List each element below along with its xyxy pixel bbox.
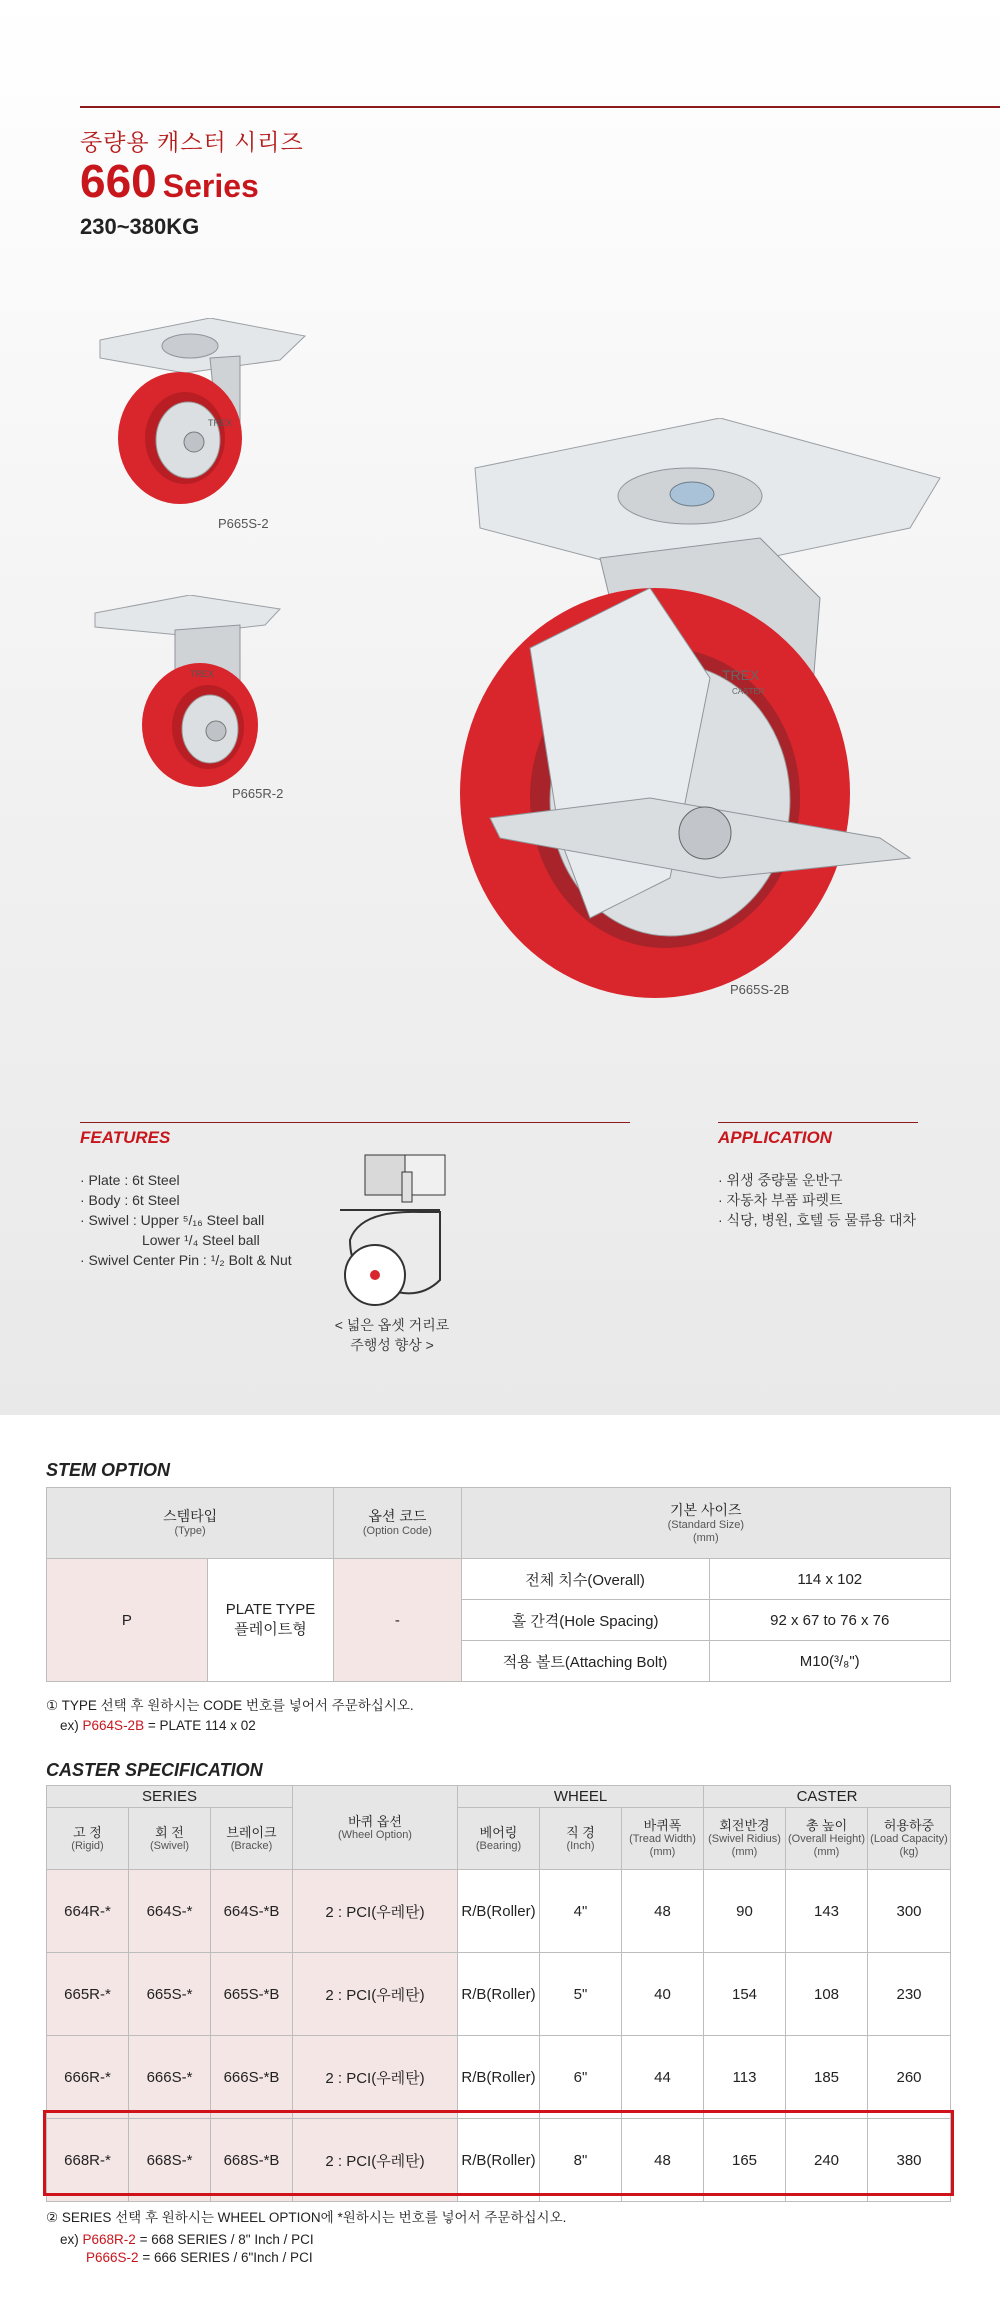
col-sub: (Inch) — [566, 1839, 595, 1852]
feature-item: · Body : 6t Steel — [80, 1192, 180, 1208]
spec-example-2 — [86, 2250, 313, 2265]
standard-size-sub: (Standard Size) — [667, 1518, 744, 1531]
standard-size-label: 기본 사이즈 — [670, 1501, 742, 1518]
size-label: 홀 간격(Hole Spacing) — [461, 1600, 709, 1641]
feature-item: · Swivel Center Pin : ¹/₂ Bolt & Nut — [80, 1252, 292, 1268]
col-header-load-capacity — [868, 1808, 951, 1870]
spec-cell: 40 — [622, 1953, 704, 2036]
spec-cell: 300 — [868, 1870, 951, 1953]
spec-cell: 8" — [540, 2119, 622, 2202]
swivel-caster-image — [90, 318, 310, 508]
stem-type-label: 스템타입 — [163, 1508, 218, 1524]
col-label: 고 정 — [73, 1824, 102, 1840]
col-header-diameter — [540, 1808, 622, 1870]
stem-type-name-en: PLATE TYPE — [225, 1601, 316, 1618]
col-header-swivel — [129, 1808, 211, 1870]
spec-cell: 666S-*B — [211, 2036, 293, 2119]
spec-note: ② SERIES 선택 후 원하시는 WHEEL OPTION에 *원하시는 번호를 넣어서 주문하십시오. — [46, 2210, 567, 2225]
spec-cell: 2 : PCI(우레탄) — [293, 1953, 458, 2036]
diagram-caption-line2: 주행성 향상 > — [350, 1337, 434, 1353]
application-item: · 자동차 부품 파렛트 — [718, 1192, 843, 1208]
col-sub: (Swivel) — [149, 1839, 190, 1852]
spec-row — [47, 1870, 951, 1953]
option-code-label: 옵션 코드 — [368, 1508, 427, 1524]
spec-cell: 44 — [622, 2036, 704, 2119]
stem-example-prefix: ex) — [60, 1718, 79, 1733]
standard-size-unit: (mm) — [692, 1531, 719, 1544]
feature-item: Lower ¹/₄ Steel ball — [142, 1232, 260, 1248]
col-sub: (Tread Width) — [629, 1833, 696, 1845]
col-header-brake — [211, 1808, 293, 1870]
col-unit: (mm) — [731, 1846, 758, 1858]
spec-example-code: P666S-2 — [86, 2250, 139, 2265]
highlight-row-668 — [43, 2110, 954, 2196]
swivel-brand-text: TREX — [208, 418, 233, 428]
wheel-group-header: WHEEL — [458, 1786, 704, 1808]
spec-row — [47, 1953, 951, 2036]
spec-cell: 380 — [868, 2119, 951, 2202]
spec-cell: R/B(Roller) — [458, 2119, 540, 2202]
spec-example-code: P668R-2 — [82, 2232, 136, 2247]
spec-cell: 154 — [704, 1953, 786, 2036]
spec-row — [47, 2036, 951, 2119]
col-sub: (Swivel Ridius) — [708, 1833, 781, 1845]
series-word: Series — [162, 168, 259, 204]
brake-caster-image — [420, 418, 950, 1008]
size-value: 92 x 67 to 76 x 76 — [709, 1600, 951, 1641]
load-range: 230~380KG — [80, 214, 200, 239]
features-list — [80, 1170, 292, 1270]
spec-cell: 5" — [540, 1953, 622, 2036]
diagram-caption-line1: < 넓은 옵셋 거리로 — [334, 1317, 450, 1333]
standard-size-header — [461, 1488, 950, 1559]
spec-cell: 48 — [622, 2119, 704, 2202]
col-label: 허용하중 — [883, 1818, 935, 1833]
brake-brand-text: TREX — [722, 667, 760, 683]
spec-cell: 666R-* — [47, 2036, 129, 2119]
col-unit: (mm) — [649, 1846, 676, 1858]
col-label: 회전반경 — [719, 1818, 770, 1833]
swivel-caption: P665S-2 — [218, 516, 269, 531]
stem-option-table — [46, 1487, 951, 1682]
spec-cell: 668R-* — [47, 2119, 129, 2202]
application-divider — [718, 1122, 918, 1123]
stem-option-title: STEM OPTION — [46, 1460, 171, 1480]
spec-cell: 666S-* — [129, 2036, 211, 2119]
spec-example-1 — [60, 2232, 314, 2247]
spec-cell: 143 — [786, 1870, 868, 1953]
col-sub: (Wheel Option) — [338, 1828, 412, 1841]
stem-type-name-ko: 플레이트형 — [234, 1621, 307, 1638]
spec-cell: 668S-* — [129, 2119, 211, 2202]
spec-cell: 2 : PCI(우레탄) — [293, 2119, 458, 2202]
feature-item: · Swivel : Upper ⁵/₁₆ Steel ball — [80, 1212, 265, 1228]
spec-cell: 664S-* — [129, 1870, 211, 1953]
col-header-overall-height — [786, 1808, 868, 1870]
spec-cell: R/B(Roller) — [458, 2036, 540, 2119]
application-title: APPLICATION — [718, 1128, 832, 1147]
feature-item: · Plate : 6t Steel — [80, 1172, 180, 1188]
col-unit: (kg) — [899, 1846, 919, 1858]
application-item: · 위생 중량물 운반구 — [718, 1172, 843, 1188]
col-label: 회 전 — [155, 1824, 184, 1840]
spec-example-desc: = 668 SERIES / 8" Inch / PCI — [139, 2232, 314, 2247]
stem-note: ① TYPE 선택 후 원하시는 CODE 번호를 넣어서 주문하십시오. — [46, 1698, 414, 1713]
brake-brand-sub: CASTER — [732, 687, 765, 696]
stem-example-desc: = PLATE 114 x 02 — [147, 1718, 256, 1733]
spec-cell: 260 — [868, 2036, 951, 2119]
diagram-caption — [312, 1315, 472, 1355]
caster-spec-title: CASTER SPECIFICATION — [46, 1760, 263, 1780]
stem-type-name — [207, 1559, 334, 1682]
wheel-option-header — [293, 1786, 458, 1870]
brake-caption: P665S-2B — [730, 982, 790, 997]
series-group-header: SERIES — [47, 1786, 293, 1808]
size-label: 적용 볼트(Attaching Bolt) — [461, 1641, 709, 1682]
col-header-swivel-radius — [704, 1808, 786, 1870]
stem-type-code: P — [47, 1559, 208, 1682]
spec-cell: 165 — [704, 2119, 786, 2202]
spec-cell: 665S-* — [129, 1953, 211, 2036]
offset-diagram — [330, 1150, 470, 1315]
col-sub: (Bearing) — [475, 1839, 522, 1852]
rigid-brand-text: TREX — [190, 669, 215, 679]
option-code-header — [334, 1488, 461, 1559]
spec-cell: 2 : PCI(우레탄) — [293, 1870, 458, 1953]
size-value: M10(³/₈") — [709, 1641, 951, 1682]
features-divider — [80, 1122, 630, 1123]
option-code-sub: (Option Code) — [362, 1525, 432, 1537]
spec-cell: 240 — [786, 2119, 868, 2202]
spec-cell: 48 — [622, 1870, 704, 1953]
spec-cell: R/B(Roller) — [458, 1953, 540, 2036]
stem-type-sub: (Type) — [174, 1525, 206, 1537]
stem-option-code: - — [334, 1559, 461, 1682]
stem-example-code: P664S-2B — [82, 1718, 145, 1733]
col-sub: (Rigid) — [71, 1839, 104, 1852]
spec-cell: 6" — [540, 2036, 622, 2119]
spec-cell: 664S-*B — [211, 1870, 293, 1953]
spec-cell: 2 : PCI(우레탄) — [293, 2036, 458, 2119]
spec-cell: 664R-* — [47, 1870, 129, 1953]
spec-cell: 4" — [540, 1870, 622, 1953]
col-label: 바퀴폭 — [643, 1818, 682, 1833]
col-label: 베어링 — [479, 1824, 518, 1840]
spec-cell: 113 — [704, 2036, 786, 2119]
stem-type-header — [47, 1488, 334, 1559]
spec-cell: 665R-* — [47, 1953, 129, 2036]
series-title — [80, 154, 259, 208]
spec-example-desc: = 666 SERIES / 6"Inch / PCI — [142, 2250, 313, 2265]
col-unit: (mm) — [813, 1846, 840, 1858]
col-header-bearing — [458, 1808, 540, 1870]
rigid-caption: P665R-2 — [232, 786, 284, 801]
spec-cell: 668S-*B — [211, 2119, 293, 2202]
series-number: 660 — [80, 155, 157, 207]
col-label: 직 경 — [566, 1824, 595, 1840]
rigid-caster-image — [90, 595, 290, 795]
col-sub: (Load Capacity) — [870, 1833, 948, 1845]
col-label: 바퀴 옵션 — [348, 1813, 402, 1829]
application-item: · 식당, 병원, 호텔 등 물류용 대차 — [718, 1212, 917, 1228]
size-label: 전체 치수(Overall) — [461, 1559, 709, 1600]
spec-cell: 90 — [704, 1870, 786, 1953]
col-header-tread-width — [622, 1808, 704, 1870]
spec-cell: 185 — [786, 2036, 868, 2119]
spec-example-prefix: ex) — [60, 2232, 79, 2247]
spec-cell: 108 — [786, 1953, 868, 2036]
col-sub: (Overall Height) — [787, 1833, 866, 1845]
size-value: 114 x 102 — [709, 1559, 951, 1600]
spec-cell: R/B(Roller) — [458, 1870, 540, 1953]
stem-example — [60, 1718, 256, 1733]
spec-cell: 230 — [868, 1953, 951, 2036]
features-title: FEATURES — [80, 1128, 171, 1147]
caster-group-header: CASTER — [704, 1786, 951, 1808]
application-list — [718, 1170, 916, 1230]
spec-cell: 665S-*B — [211, 1953, 293, 2036]
col-header-rigid — [47, 1808, 129, 1870]
top-divider — [80, 106, 1000, 108]
col-label: 브레이크 — [226, 1824, 277, 1840]
col-sub: (Bracke) — [230, 1839, 273, 1852]
series-subtitle: 중량용 캐스터 시리즈 — [80, 129, 304, 155]
col-label: 총 높이 — [805, 1818, 848, 1833]
